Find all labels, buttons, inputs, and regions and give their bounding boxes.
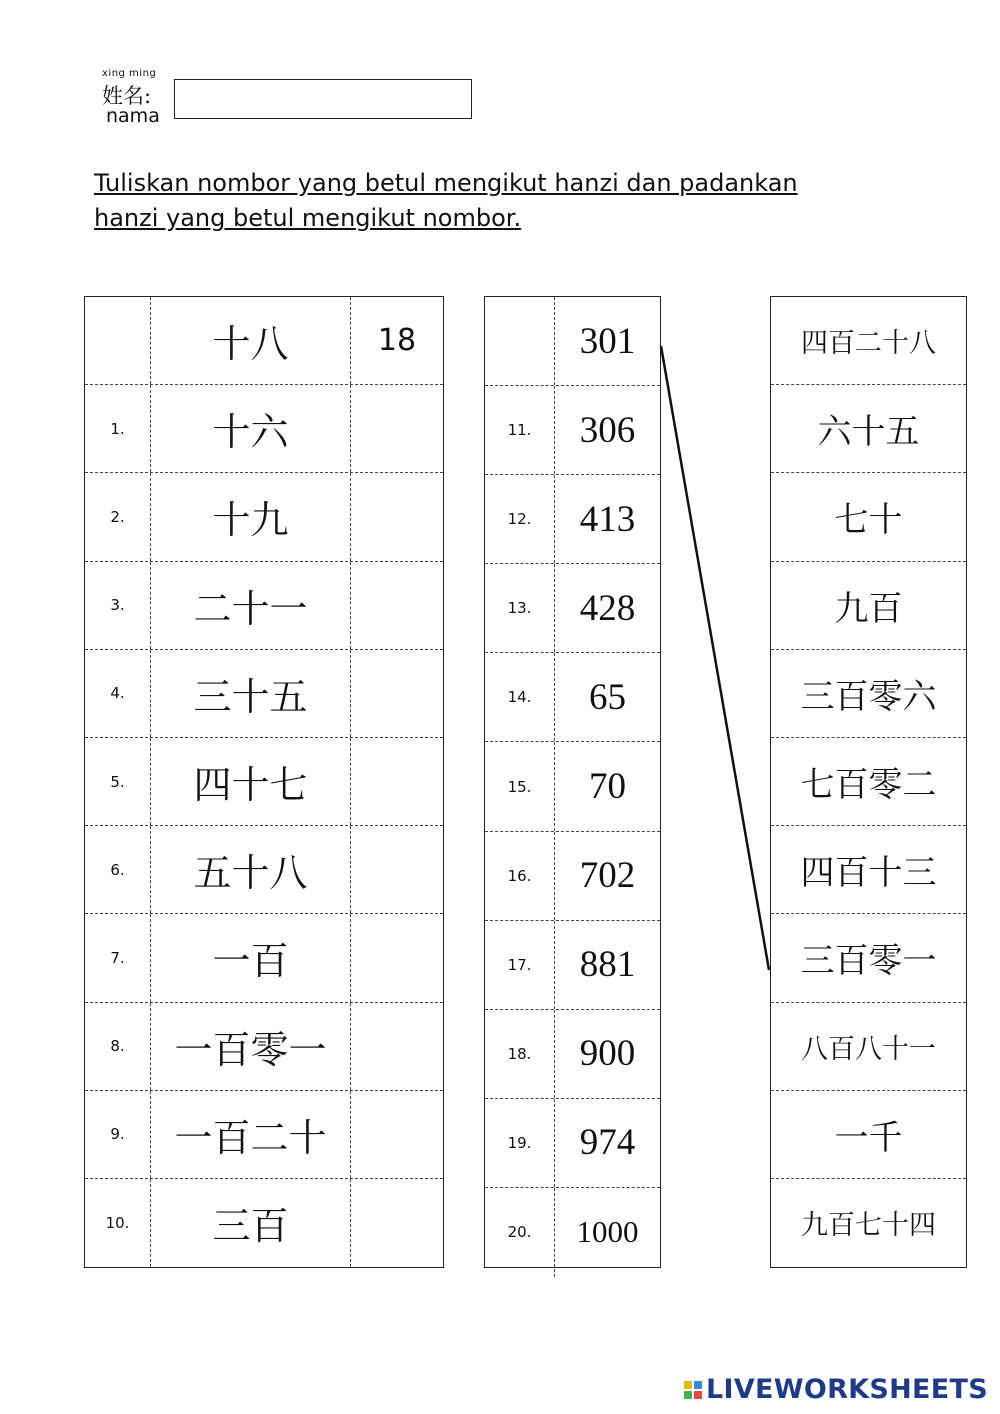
example-answer: 18 [377,323,417,359]
table-row [485,475,660,564]
list-item [771,385,966,473]
row-number: 3. [85,562,151,649]
table-row [85,826,443,914]
row-number: 4. [85,650,151,737]
answer-input[interactable] [351,738,443,825]
number-item[interactable]: 428 [579,587,636,629]
hanzi-option[interactable]: 六十五 [817,412,920,453]
answer-input[interactable] [351,562,443,649]
row-number: 15. [485,742,555,830]
name-input[interactable] [174,79,472,119]
row-number: 8. [85,1003,151,1090]
table-row [485,832,660,921]
answer-input[interactable] [351,1179,443,1267]
row-number: 5. [85,738,151,825]
number-item[interactable]: 413 [579,498,636,540]
example-row [85,297,443,385]
number-item[interactable]: 1000 [576,1214,639,1250]
hanzi-option[interactable]: 三百零一 [800,941,937,982]
row-hanzi: 二十一 [151,562,351,649]
row-number: 1. [85,385,151,472]
table-row [485,653,660,742]
hanzi-option[interactable]: 七百零二 [800,765,937,806]
row-hanzi: 十九 [151,473,351,560]
list-item [771,914,966,1002]
row-number: 19. [485,1099,555,1187]
table-row [85,562,443,650]
table-row [485,742,660,831]
hanzi-option[interactable]: 四百二十八 [801,328,936,360]
list-item [771,562,966,650]
table-row [485,564,660,653]
list-item [771,473,966,561]
list-item [771,1003,966,1091]
table-row [485,921,660,1010]
hanzi-option[interactable]: 一千 [834,1117,903,1158]
row-hanzi: 一百 [151,914,351,1001]
hanzi-option[interactable]: 七十 [834,500,903,541]
hanzi-option[interactable]: 九百 [834,588,903,629]
answer-input[interactable] [351,1091,443,1178]
row-hanzi: 十六 [151,385,351,472]
number-item[interactable]: 301 [579,320,636,362]
number-item[interactable]: 974 [579,1122,636,1164]
list-item [771,738,966,826]
row-number: 11. [485,386,555,474]
list-item [771,826,966,914]
list-item [771,297,966,385]
example-row [485,297,660,386]
row-number: 6. [85,826,151,913]
hanzi-option[interactable]: 四百十三 [800,853,937,894]
list-item [771,650,966,738]
table-row [85,473,443,561]
row-hanzi: 一百二十 [151,1091,351,1178]
number-item[interactable]: 70 [589,766,626,808]
logo-square [694,1391,702,1399]
answer-input[interactable] [351,385,443,472]
row-number: 12. [485,475,555,563]
logo-square [694,1381,702,1389]
number-item[interactable]: 900 [579,1033,636,1075]
answer-input[interactable] [351,826,443,913]
row-number [485,297,555,385]
liveworksheets-logo [684,1374,988,1405]
list-item [771,1179,966,1267]
table-row [85,1091,443,1179]
row-number: 7. [85,914,151,1001]
row-hanzi: 四十七 [151,738,351,825]
number-list-table [484,296,661,1268]
number-item[interactable]: 306 [579,409,636,451]
name-label-hanzi: 姓名: [102,84,152,108]
row-number: 18. [485,1010,555,1098]
logo-text: LIVEWORKSHEETS [705,1374,988,1405]
list-item [771,1091,966,1179]
hanzi-option[interactable]: 九百七十四 [801,1210,936,1242]
row-number: 10. [85,1179,151,1267]
answer-input[interactable] [351,914,443,1001]
hanzi-option[interactable]: 八百八十一 [801,1033,936,1065]
row-hanzi: 三百 [151,1179,351,1267]
row-number: 9. [85,1091,151,1178]
row-number: 2. [85,473,151,560]
row-number: 20. [485,1188,555,1277]
logo-square [684,1391,692,1399]
logo-square [684,1381,692,1389]
row-hanzi: 一百零一 [151,1003,351,1090]
row-number [85,297,151,384]
name-pinyin: xing ming [102,68,157,79]
table-row [85,1003,443,1091]
hanzi-to-number-table [84,296,444,1268]
row-number: 14. [485,653,555,741]
row-hanzi: 十八 [151,297,351,384]
table-row [485,1188,660,1277]
row-number: 16. [485,832,555,920]
answer-input[interactable] [351,1003,443,1090]
name-label-latin: nama [106,105,160,127]
row-hanzi: 五十八 [151,826,351,913]
hanzi-options-table [770,296,967,1268]
instruction-text: Tuliskan nombor yang betul mengikut hanzi dan padankan hanzi yang betul mengikut nombor. [94,169,798,232]
table-row [485,1099,660,1188]
answer-input[interactable] [351,650,443,737]
table-row [85,385,443,473]
row-hanzi: 三十五 [151,650,351,737]
row-number: 13. [485,564,555,652]
logo-icon [684,1381,702,1399]
number-item[interactable]: 702 [579,855,636,897]
example-match-line [661,346,769,970]
table-row [85,738,443,826]
hanzi-option[interactable]: 三百零六 [800,676,937,717]
table-row [85,650,443,738]
number-item[interactable]: 881 [579,944,636,986]
number-item[interactable]: 65 [589,676,626,718]
table-row [485,386,660,475]
table-row [85,1179,443,1267]
row-number: 17. [485,921,555,1009]
table-row [485,1010,660,1099]
table-row [85,914,443,1002]
answer-input[interactable] [351,473,443,560]
